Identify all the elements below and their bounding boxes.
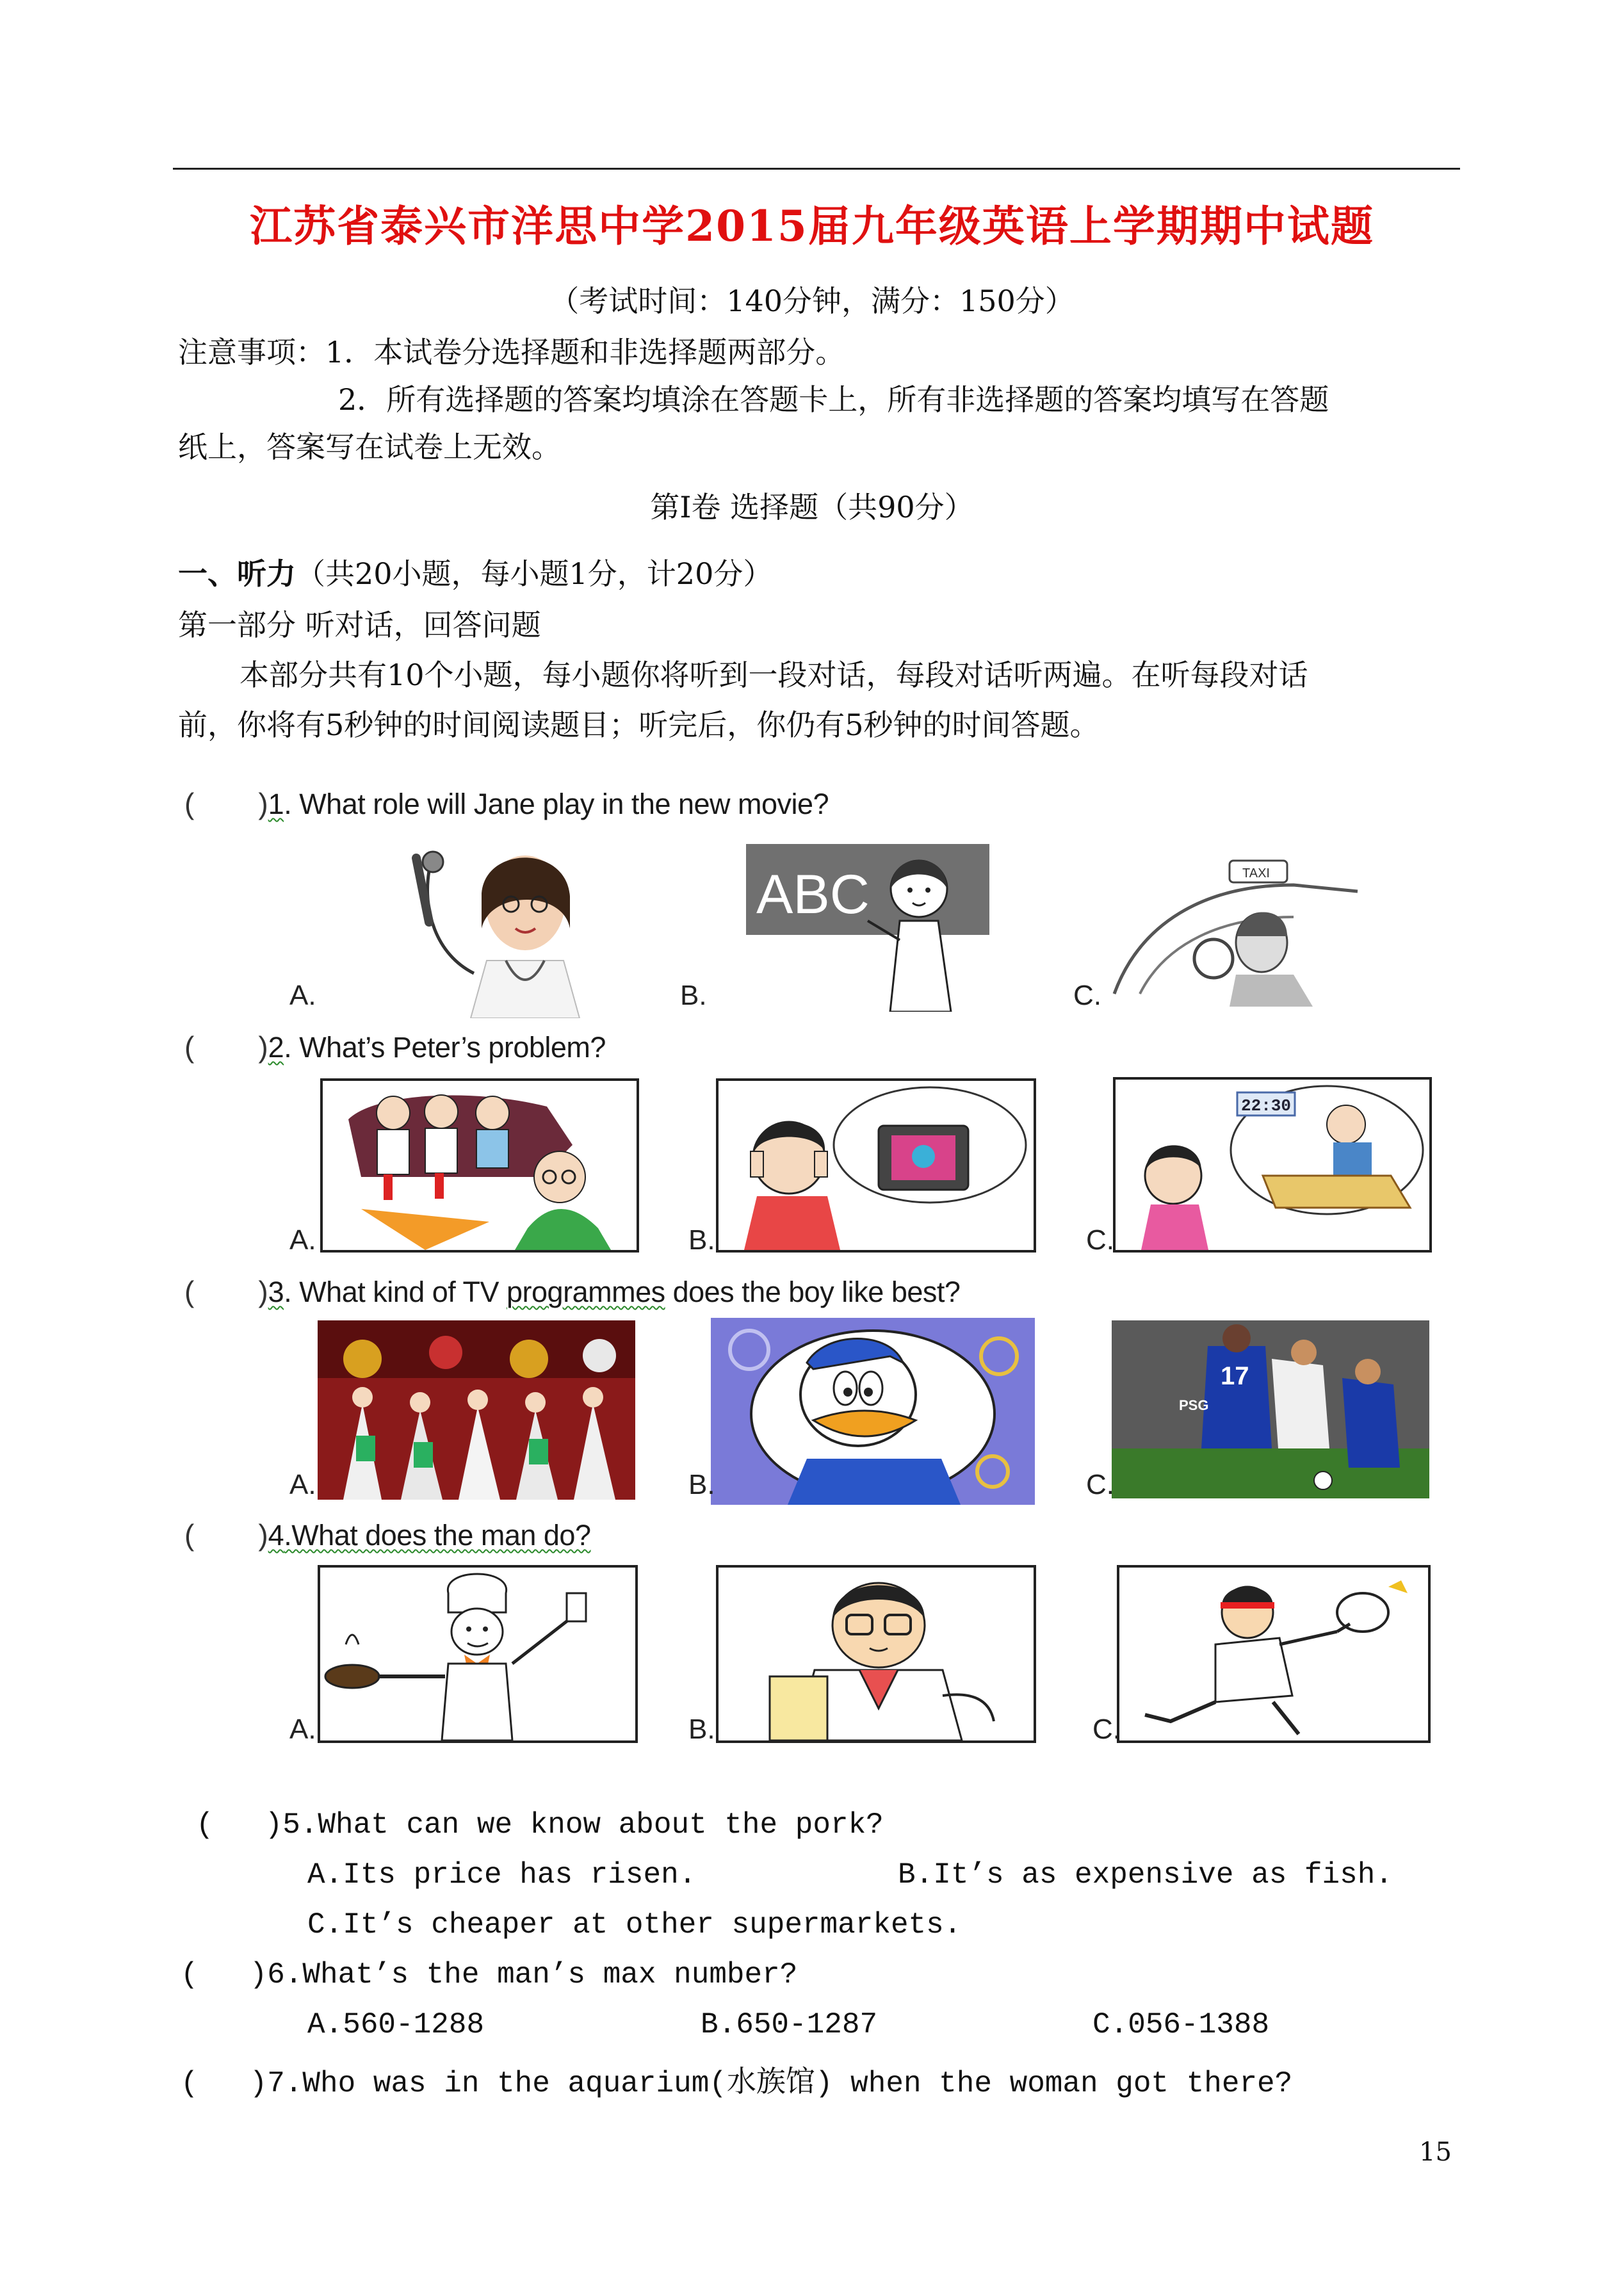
question-text-wavy: programmes bbox=[507, 1276, 665, 1308]
football-photo bbox=[1112, 1320, 1429, 1498]
page-number: 15 bbox=[1419, 2137, 1452, 2167]
q2-option-a-label: A. bbox=[289, 1224, 316, 1256]
q5-option-a: A.Its price has risen. bbox=[307, 1858, 697, 1892]
exam-info: （考试时间：140分钟，满分：150分） bbox=[549, 284, 1075, 318]
notes-line-1: 注意事项：1．本试卷分选择题和非选择题两部分。 bbox=[178, 335, 845, 369]
question-text: .What does the man do? bbox=[284, 1519, 591, 1552]
question-text: 6.What’s the man’s max number? bbox=[267, 1958, 798, 1991]
question-7-stem bbox=[181, 2058, 1292, 2100]
header-rule bbox=[173, 168, 1460, 170]
q4-option-a-label: A. bbox=[289, 1714, 316, 1745]
notes-line-3: 纸上，答案写在试卷上无效。 bbox=[178, 430, 561, 464]
question-text-pre: . What kind of TV bbox=[284, 1276, 507, 1308]
question-1-stem bbox=[184, 786, 829, 821]
q4-option-b-label: B. bbox=[688, 1714, 715, 1745]
answer-paren-open[interactable]: ( bbox=[184, 1518, 195, 1552]
volume-title: 第Ⅰ卷 选择题（共90分） bbox=[650, 490, 974, 524]
q2-option-b-image[interactable] bbox=[716, 1078, 1036, 1253]
noisy-tv-illustration bbox=[719, 1081, 1034, 1250]
q1-option-c-image[interactable] bbox=[1101, 847, 1370, 1007]
answer-paren-open[interactable]: ( bbox=[181, 2067, 199, 2100]
question-2-stem bbox=[184, 1030, 606, 1064]
q1-option-c-label: C. bbox=[1073, 980, 1101, 1011]
q3-option-c-label: C. bbox=[1086, 1469, 1114, 1500]
question-5-stem bbox=[196, 1808, 884, 1842]
q1-option-a-label: A. bbox=[289, 980, 316, 1011]
q3-option-b-label: B. bbox=[688, 1469, 715, 1500]
question-number: 4 bbox=[268, 1519, 284, 1552]
board-text: ABC bbox=[756, 864, 870, 925]
q2-option-b-label: B. bbox=[688, 1224, 715, 1256]
question-text: . What’s Peter’s problem? bbox=[284, 1031, 606, 1064]
q4-option-a-image[interactable] bbox=[318, 1565, 638, 1743]
jersey-number: 17 bbox=[1221, 1362, 1249, 1390]
q6-option-c: C.056-1388 bbox=[1092, 2008, 1270, 2041]
question-number: 1 bbox=[268, 788, 284, 820]
q3-option-b-image[interactable] bbox=[711, 1318, 1035, 1505]
answer-paren-close: ) bbox=[258, 1518, 268, 1552]
answer-paren-close: ) bbox=[249, 2067, 268, 2100]
q4-option-b-image[interactable] bbox=[716, 1565, 1036, 1743]
badminton-player-illustration bbox=[1119, 1568, 1428, 1740]
answer-paren-close: ) bbox=[258, 1275, 268, 1308]
doctor-illustration bbox=[410, 832, 621, 1018]
teacher-illustration bbox=[746, 844, 989, 1012]
cartoon-duck-illustration bbox=[711, 1318, 1035, 1505]
q1-option-a-image[interactable] bbox=[410, 832, 621, 1018]
taxi-sign-text: TAXI bbox=[1242, 866, 1270, 880]
q1-option-b-label: B. bbox=[680, 980, 707, 1011]
section-heading-rest: （共20小题，每小题1分，计20分） bbox=[296, 556, 773, 591]
section-heading bbox=[178, 549, 772, 598]
section-heading-bold: 一、听力 bbox=[178, 556, 296, 591]
q5-option-c: C.It’s cheaper at other supermarkets. bbox=[307, 1908, 962, 1942]
answer-paren-open[interactable]: ( bbox=[181, 1958, 199, 1991]
answer-paren-close: ) bbox=[264, 1808, 283, 1842]
question-text: . What role will Jane play in the new movie? bbox=[284, 788, 829, 820]
exam-title: 江苏省泰兴市洋思中学2015届九年级英语上学期期中试题 bbox=[250, 201, 1374, 251]
chef-illustration bbox=[320, 1568, 635, 1740]
q3-option-a-label: A. bbox=[289, 1469, 316, 1500]
question-number: 2 bbox=[268, 1031, 284, 1064]
q3-option-c-image[interactable] bbox=[1112, 1320, 1429, 1498]
question-6-stem bbox=[181, 1958, 797, 1991]
answer-paren-open[interactable]: ( bbox=[184, 1030, 195, 1064]
question-text-post: does the boy like best? bbox=[665, 1276, 961, 1308]
q1-option-b-image[interactable] bbox=[746, 844, 989, 1012]
teasing-kids-illustration bbox=[323, 1081, 637, 1250]
q5-option-b: B.It’s as expensive as fish. bbox=[898, 1858, 1393, 1892]
question-text: 7.Who was in the aquarium(水族馆) when the woman got there? bbox=[267, 2067, 1293, 2100]
q3-option-a-image[interactable] bbox=[318, 1320, 635, 1500]
taxi-driver-illustration bbox=[1101, 847, 1370, 1007]
q2-option-c-label: C. bbox=[1086, 1224, 1114, 1256]
question-4-stem bbox=[184, 1518, 591, 1552]
question-3-stem bbox=[184, 1274, 960, 1309]
q2-option-c-image[interactable] bbox=[1113, 1077, 1432, 1253]
part-title: 第一部分 听对话，回答问题 bbox=[178, 608, 541, 642]
q4-option-c-image[interactable] bbox=[1117, 1565, 1431, 1743]
opera-photo bbox=[318, 1320, 635, 1500]
question-text: 5.What can we know about the pork? bbox=[282, 1808, 884, 1842]
jersey-sponsor: PSG bbox=[1179, 1397, 1209, 1413]
notes-line-2: 2．所有选择题的答案均填涂在答题卡上，所有非选择题的答案均填写在答题 bbox=[338, 382, 1329, 417]
answer-paren-open[interactable]: ( bbox=[184, 787, 195, 820]
answer-paren-close: ) bbox=[258, 1030, 268, 1064]
intro-line-2: 前，你将有5秒钟的时间阅读题目；听完后，你仍有5秒钟的时间答题。 bbox=[178, 708, 1100, 742]
answer-paren-open[interactable]: ( bbox=[196, 1808, 214, 1842]
answer-paren-close: ) bbox=[249, 1958, 268, 1991]
q4-option-c-label: C. bbox=[1092, 1714, 1121, 1745]
homework-late-illustration bbox=[1116, 1080, 1429, 1250]
doctor-cartoon-illustration bbox=[719, 1568, 1034, 1740]
intro-line-1: 本部分共有10个小题，每小题你将听到一段对话，每段对话听两遍。在听每段对话 bbox=[240, 658, 1308, 692]
q6-option-a: A.560-1288 bbox=[307, 2008, 485, 2041]
answer-paren-open[interactable]: ( bbox=[184, 1275, 195, 1308]
q6-option-b: B.650-1287 bbox=[701, 2008, 878, 2041]
clock-text: 22:30 bbox=[1241, 1096, 1292, 1115]
q2-option-a-image[interactable] bbox=[320, 1078, 639, 1253]
question-number: 3 bbox=[268, 1276, 284, 1308]
answer-paren-close: ) bbox=[258, 787, 268, 820]
